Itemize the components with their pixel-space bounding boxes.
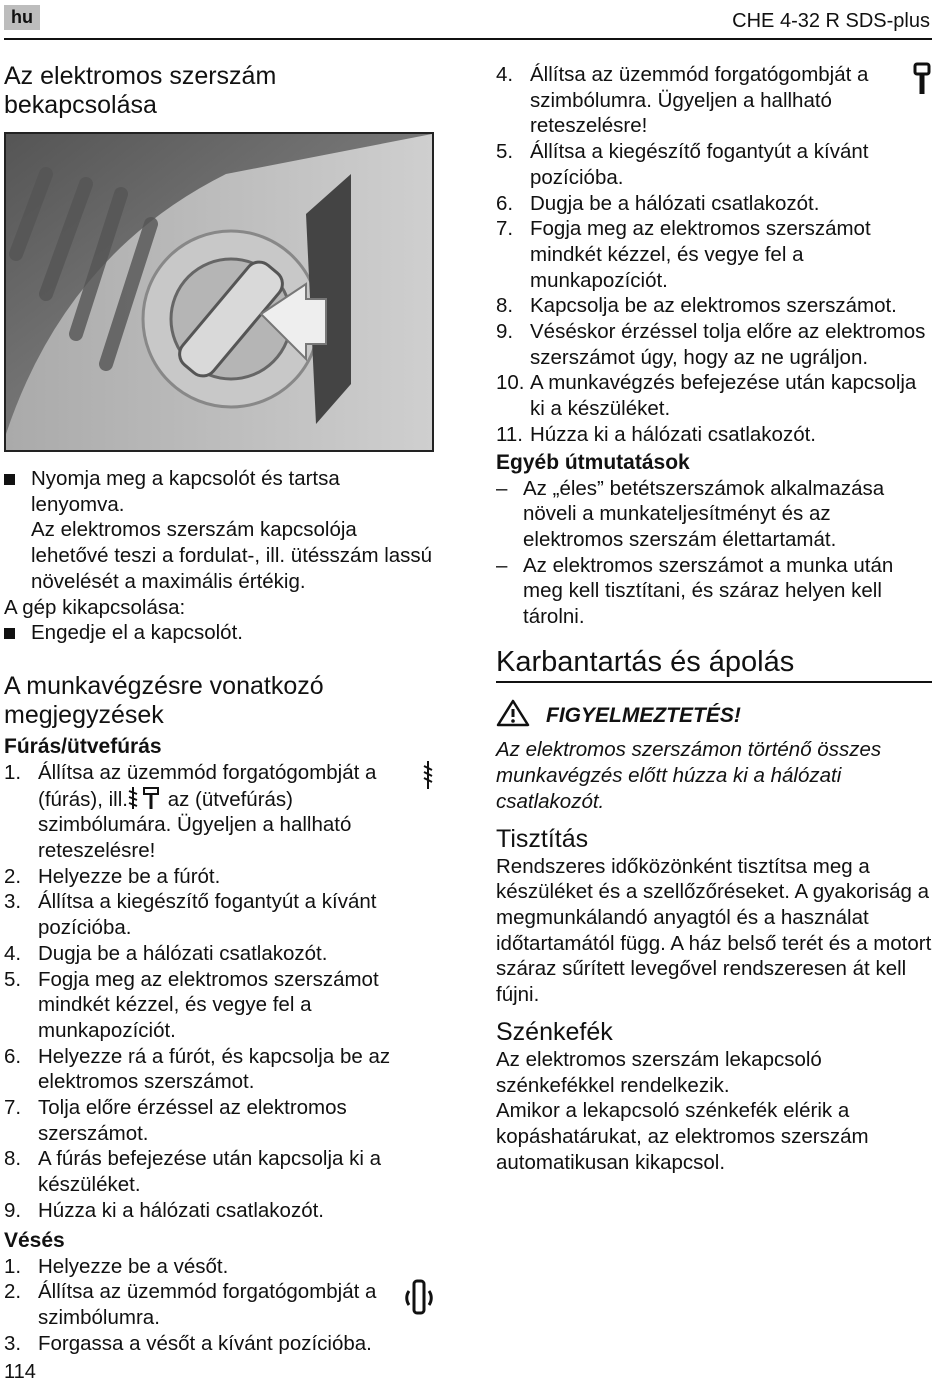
list-item-text: Állítsa az üzemmód forgatógombját a szimbólumra. Ügyeljen a hallható reteszelésre! xyxy=(530,63,869,138)
list-item-text: Dugja be a hálózati csatlakozót. xyxy=(530,191,820,215)
list-item-text: Az elektromos szerszám kapcsolója lehetővé teszi a fordulat-, ill. ütésszám lassú növelését a maximális értékig. xyxy=(31,518,433,593)
list-item xyxy=(4,466,434,517)
list-item xyxy=(4,517,434,594)
page-number: 114 xyxy=(4,1361,36,1383)
warning-text: Az elektromos szerszámon történő összes munkavégzés előtt húzza ki a hálózati csatlakozót. xyxy=(496,738,882,813)
language-tag: hu xyxy=(4,5,40,30)
list-item-text: Helyezze rá a fúrót, és kapcsolja be az elektromos szerszámot. xyxy=(38,1044,391,1094)
list-item xyxy=(4,889,434,940)
list-item-text: Tolja előre érzéssel az elektromos szerszámot. xyxy=(38,1096,347,1145)
brushes-text-2: Amikor a lekapcsoló szénkefék elérik a kopáshatárukat, az elektromos szerszám automatikusan kikapcsol. xyxy=(496,1099,869,1174)
list-item-text: Az „éles” betétszerszámok alkalmazása növeli a munkateljesítményt és az elektromos szerszám élettartamát. xyxy=(523,476,885,551)
list-item xyxy=(496,293,932,319)
step-number: 11. xyxy=(496,422,523,446)
step-number: 1. xyxy=(4,760,22,784)
list-item xyxy=(4,864,434,890)
list-item-text: Húzza ki a hálózati csatlakozót. xyxy=(530,422,816,446)
list-item xyxy=(496,319,932,370)
section-title-maintenance: Karbantartás és ápolás xyxy=(496,646,932,683)
list-item xyxy=(4,967,434,1044)
chisel-symbol-icon xyxy=(912,62,932,103)
list-item xyxy=(496,139,932,190)
step-number: 4. xyxy=(4,941,22,965)
section-title-cleaning: Tisztítás xyxy=(496,824,589,853)
list-item-text: Az elektromos szerszámot a munka után meg kell tisztítani, és száraz helyen kell tárolni. xyxy=(523,553,894,629)
list-item-text: Állítsa a kiegészítő fogantyút a kívánt pozícióba. xyxy=(38,890,377,940)
list-item-text: Állítsa a kiegészítő fogantyút a kívánt pozícióba. xyxy=(530,140,869,189)
list-item xyxy=(4,1331,434,1357)
step-number: 1. xyxy=(4,1254,22,1278)
list-item xyxy=(496,370,932,421)
list-item xyxy=(496,191,932,217)
list-item-text: Forgassa a vésőt a kívánt pozícióba. xyxy=(38,1331,372,1355)
list-item xyxy=(496,553,932,630)
list-item xyxy=(4,1279,434,1330)
step-number: 6. xyxy=(496,191,514,215)
step-number: 8. xyxy=(4,1147,22,1171)
list-item xyxy=(496,216,932,293)
list-item-text: Kapcsolja be az elektromos szerszámot. xyxy=(530,294,897,318)
warning-triangle-icon xyxy=(496,699,530,734)
list-item xyxy=(4,1044,434,1095)
list-item-text: A munkavégzés befejezése után kapcsolja ki a készüléket. xyxy=(530,371,917,421)
warning-label: FIGYELMEZTETÉS! xyxy=(546,704,741,728)
step-number: 10. xyxy=(496,371,525,395)
hammer-drill-symbol-icon xyxy=(128,788,162,811)
switch-off-label: A gép kikapcsolása: xyxy=(4,595,186,619)
step-number: 2. xyxy=(4,1280,22,1304)
chisel-rotate-symbol-icon xyxy=(404,1279,434,1322)
list-item-text: Engedje el a kapcsolót. xyxy=(31,621,243,645)
step-number: 3. xyxy=(4,1331,22,1355)
list-item-text: Fogja meg az elektromos szerszámot mindkét kézzel, és vegye fel a munkapozíciót. xyxy=(530,217,871,292)
right-column xyxy=(496,62,932,1175)
step-number: 8. xyxy=(496,294,514,318)
list-item xyxy=(4,941,434,967)
section-title-switch-on: Az elektromos szerszám bekapcsolása xyxy=(4,62,277,119)
list-item-text: Nyomja meg a kapcsolót és tartsa lenyomva. xyxy=(31,467,340,516)
list-item xyxy=(4,1095,434,1146)
list-item-text: Helyezze be a vésőt. xyxy=(38,1254,229,1278)
tool-switch-image xyxy=(6,134,432,450)
list-item-text: Húzza ki a hálózati csatlakozót. xyxy=(38,1198,324,1222)
list-item-text: Fogja meg az elektromos szerszámot mindkét kézzel, és vegye fel a munkapozíciót. xyxy=(38,967,379,1042)
step-number: 7. xyxy=(496,217,514,241)
switch-illustration xyxy=(4,132,434,452)
list-item-text: Dugja be a hálózati csatlakozót. xyxy=(38,941,328,965)
section-title-carbon-brushes: Szénkefék xyxy=(496,1017,613,1046)
step-number: 5. xyxy=(496,140,514,164)
left-column xyxy=(4,62,434,1356)
list-item-text: Helyezze be a fúrót. xyxy=(38,864,221,888)
step-number: 3. xyxy=(4,890,22,914)
list-item-text: az (ütvefúrás) szimbólumára. Ügyeljen a hallható reteszelésre! xyxy=(38,787,352,863)
dash: – xyxy=(496,553,508,577)
drill-symbol-icon xyxy=(422,760,434,797)
subsection-title-other-notes: Egyéb útmutatások xyxy=(496,450,690,474)
bullet xyxy=(4,466,31,517)
warning-header xyxy=(496,699,932,734)
subsection-title-drilling: Fúrás/ütvefúrás xyxy=(4,734,162,758)
model-name: CHE 4-32 R SDS-plus xyxy=(732,10,930,32)
section-title-work-notes: A munkavégzésre vonatkozó megjegyzések xyxy=(4,671,324,729)
bullet xyxy=(4,620,31,646)
list-item-text: A fúrás befejezése után kapcsolja ki a készüléket. xyxy=(38,1147,382,1197)
step-number: 6. xyxy=(4,1044,22,1068)
step-number: 7. xyxy=(4,1096,22,1120)
step-number: 9. xyxy=(4,1198,22,1222)
list-item xyxy=(496,62,932,139)
list-item xyxy=(4,760,434,864)
step-number: 5. xyxy=(4,967,22,991)
dash: – xyxy=(496,476,508,500)
list-item xyxy=(4,1198,434,1224)
list-item xyxy=(496,476,932,553)
step-number: 9. xyxy=(496,320,514,344)
list-item xyxy=(4,1146,434,1197)
list-item xyxy=(4,1254,434,1280)
list-item-text: Véséskor érzéssel tolja előre az elektromos szerszámot úgy, hogy az ne ugráljon. xyxy=(530,320,926,369)
step-number: 2. xyxy=(4,864,22,888)
subsection-title-chiseling: Vésés xyxy=(4,1228,65,1252)
header-rule xyxy=(4,38,932,40)
list-item xyxy=(4,620,434,646)
brushes-text-1: Az elektromos szerszám lekapcsoló szénkefékkel rendelkezik. xyxy=(496,1047,822,1097)
cleaning-text: Rendszeres időközönként tisztítsa meg a készüléket és a szellőzőréseket. A gyakoriság a megmunkálandó anyagtól és a használat időtartamától függ. A ház belső terét és a motort száraz sűrített levegővel rendszeresen át kell fújni. xyxy=(496,854,932,1007)
list-item-text: Állítsa az üzemmód forgatógombját xyxy=(38,760,360,784)
list-item-text: Állítsa az üzemmód forgatógombját a szimbólumra. xyxy=(38,1280,377,1329)
list-item xyxy=(496,422,932,448)
step-number: 4. xyxy=(496,63,514,86)
list-item-text: a (fúrás), ill. xyxy=(38,760,377,811)
